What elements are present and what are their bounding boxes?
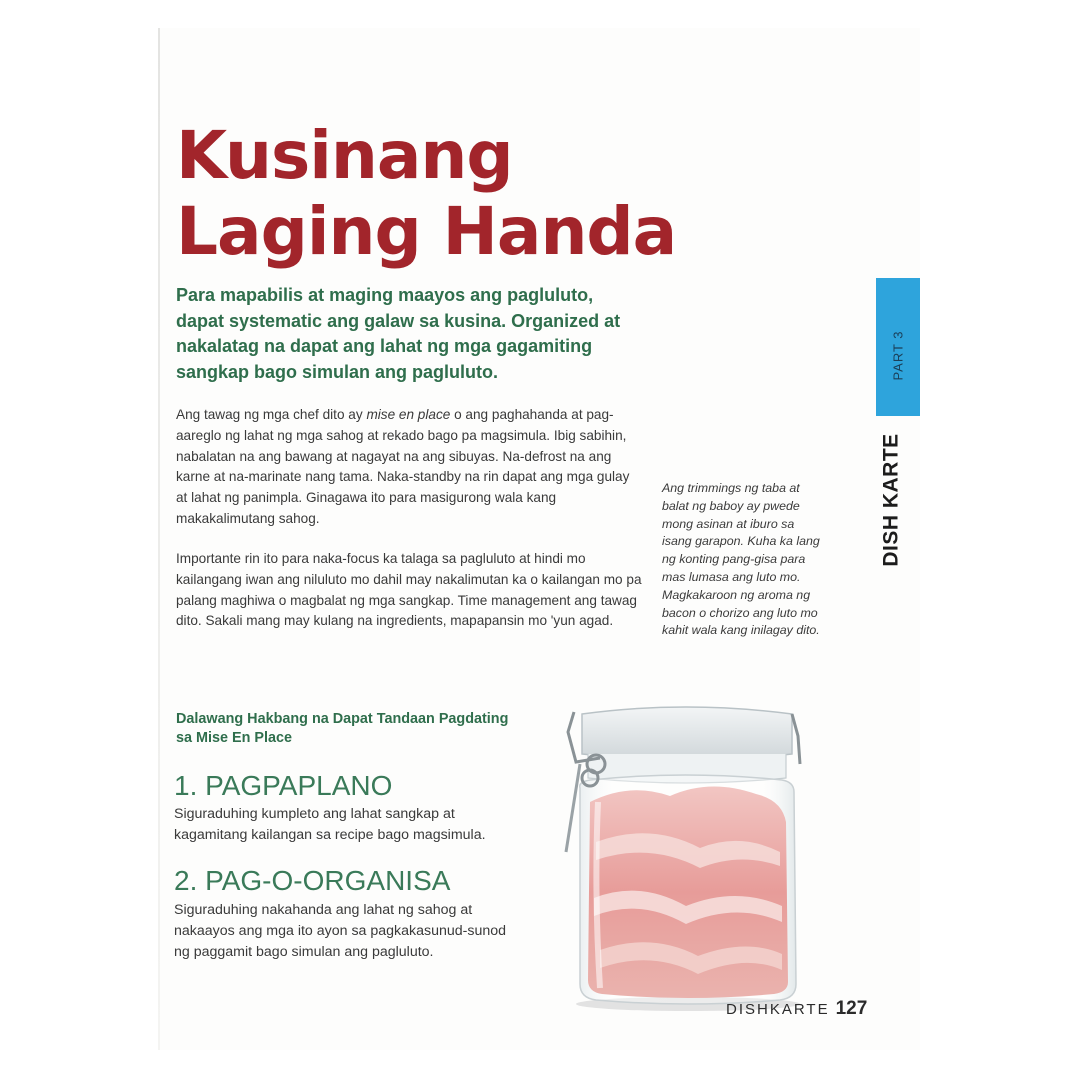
lead-paragraph: Para mapabilis at maging maayos ang pagluluto, dapat systematic ang galaw sa kusina. Organized at nakalatag na dapat ang lahat ng mga gagamiting sangkap bago simulan ang pagluluto. bbox=[176, 285, 621, 382]
section-label bbox=[862, 420, 922, 580]
title-line-2: Laging Handa bbox=[176, 193, 677, 270]
jar-photo bbox=[560, 692, 810, 1012]
step-2-text: Siguraduhing nakahanda ang lahat ng sahog at nakaayos ang mga ito ayon sa pagkakasunud-sunod ng paggamit bago simulan ang pagluluto. bbox=[174, 902, 507, 960]
page-footer bbox=[726, 998, 867, 1020]
page-title bbox=[176, 118, 676, 270]
step-1-title: 1. PAGPAPLANO bbox=[174, 770, 393, 801]
page-number: 127 bbox=[835, 998, 868, 1019]
body-paragraph-2: Importante rin ito para naka-focus ka talaga sa pagluluto at hindi mo kailangang iwan ang niluluto mo dahil may nakalimutan ka o kailangan mo pa palang maghiwa o magbalat ng mga sangkap. Time management ang tawag dito. Sakali mang may kulang na ingredients, mapapansin mo 'yun agad. bbox=[176, 551, 642, 629]
steps-heading: Dalawang Hakbang na Dapat Tandaan Pagdating sa Mise En Place bbox=[176, 711, 509, 746]
section-label-text: DISH KARTE bbox=[880, 433, 903, 567]
step-1-text: Siguraduhing kumpleto ang lahat sangkap at kagamitang kailangan sa recipe bago magsimula. bbox=[174, 806, 486, 843]
jar-lid bbox=[582, 707, 792, 760]
para1-text-after: o ang paghahanda at pag-aareglo ng lahat ng mga sahog at rekado bago pa magsimula. Ibig sabihin, nabalatan na ang bawang at nagayat na ang sibuyas. Na-defrost na ang karne at na-marinate nang tama. Naka-standby na rin dapat ang mga gulay at lahat ng panimpla. Ginagawa ito para masigurong wala kang makakalimutang sahog. bbox=[176, 407, 630, 526]
part-label bbox=[878, 300, 918, 410]
jar-highlight bbox=[596, 802, 600, 988]
footer-brand: DISHKARTE bbox=[726, 1001, 830, 1018]
para1-text-before: Ang tawag ng mga chef dito ay bbox=[176, 407, 367, 422]
body-paragraph-1 bbox=[176, 405, 642, 530]
title-line-1: Kusinang bbox=[176, 117, 513, 194]
step-2-title: 2. PAG-O-ORGANISA bbox=[174, 865, 451, 896]
sidebar-note: Ang trimmings ng taba at balat ng baboy ay pwede mong asinan at iburo sa isang garapon. Kuha ka lang ng konting pang-gisa para mas lumasa ang luto mo. Magkakaroon ng aroma ng bacon o chorizo ang luto mo kahit wala kang inilagay dito. bbox=[662, 481, 820, 638]
clamp-lever bbox=[566, 764, 580, 852]
mise-en-place-term: mise en place bbox=[366, 407, 451, 422]
part-label-text: PART 3 bbox=[890, 329, 906, 381]
